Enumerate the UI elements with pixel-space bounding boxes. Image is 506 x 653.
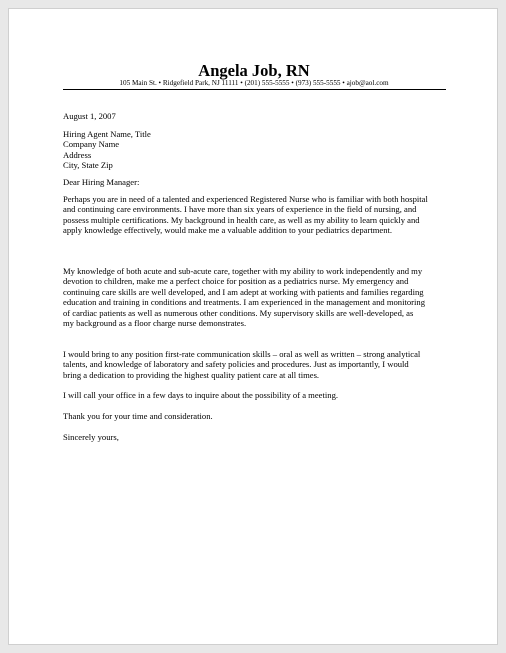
paragraph-line: continuing care skills are well developed, and I am adept at working with patients and families regarding [63, 286, 424, 297]
letter-page [8, 8, 498, 645]
closing-text: Sincerely yours, [63, 432, 119, 442]
paragraph-line: and continuing care environments. I have more than six years of experience in the field of nursing, and [63, 204, 417, 215]
salutation [63, 177, 449, 187]
paragraph-line: I will call your office in a few days to inquire about the possibility of a meeting. [63, 390, 339, 400]
letter-date [63, 111, 449, 121]
date-text: August 1, 2007 [63, 111, 116, 121]
paragraph-line: Perhaps you are in need of a talented and experienced Registered Nurse who is familiar with both hospital [63, 194, 428, 204]
paragraph-line: I would bring to any position first-rate communication skills – oral as well as written – strong analytical [63, 349, 421, 359]
body-paragraph [63, 411, 449, 421]
closing [63, 432, 449, 442]
paragraph-line: my background as a floor charge nurse demonstrates. [63, 318, 247, 329]
paragraph-line: Thank you for your time and consideration. [63, 411, 213, 421]
recipient-line: Hiring Agent Name, Title [63, 129, 151, 139]
paragraph-line: bring a dedication to providing the highest quality patient care at all times. [63, 369, 320, 380]
recipient-address [63, 129, 449, 171]
body-paragraph [63, 349, 449, 380]
paragraph-line: of cardiac patients as well as numerous other conditions. My supervisory skills are well-developed, as [63, 307, 414, 318]
body-paragraph [63, 390, 449, 400]
recipient-line: Address [63, 149, 92, 160]
body-paragraph [63, 266, 449, 328]
letterhead-contact: 105 Main St. • Ridgefield Park, NJ 11111 • (201) 555-5555 • (973) 555-5555 • ajob@aol.com [119, 79, 389, 87]
paragraph-line: education and training in conditions and treatments. I am experienced in the management and monitoring [63, 297, 426, 308]
paragraph-line: talents, and knowledge of laboratory and safety policies and procedures. Just as importantly, I would [63, 359, 409, 370]
paragraph-line: devotion to children, make me a perfect choice for position as a pediatrics nurse. My emergency and [63, 276, 409, 287]
letterhead-name: Angela Job, RN [198, 61, 310, 80]
recipient-line: Company Name [63, 139, 120, 150]
paragraph-line: possess multiple certifications. My background in health care, as well as my ability to learn quickly and [63, 214, 420, 225]
body-paragraph [63, 194, 449, 236]
recipient-line: City, State Zip [63, 160, 113, 171]
salutation-text: Dear Hiring Manager: [63, 177, 140, 187]
letterhead-divider [63, 89, 446, 90]
paragraph-line: My knowledge of both acute and sub-acute care, together with my ability to work independently and my [63, 266, 423, 276]
paragraph-line: apply knowledge effectively, would make me a valuable addition to your pediatrics department. [63, 225, 393, 236]
